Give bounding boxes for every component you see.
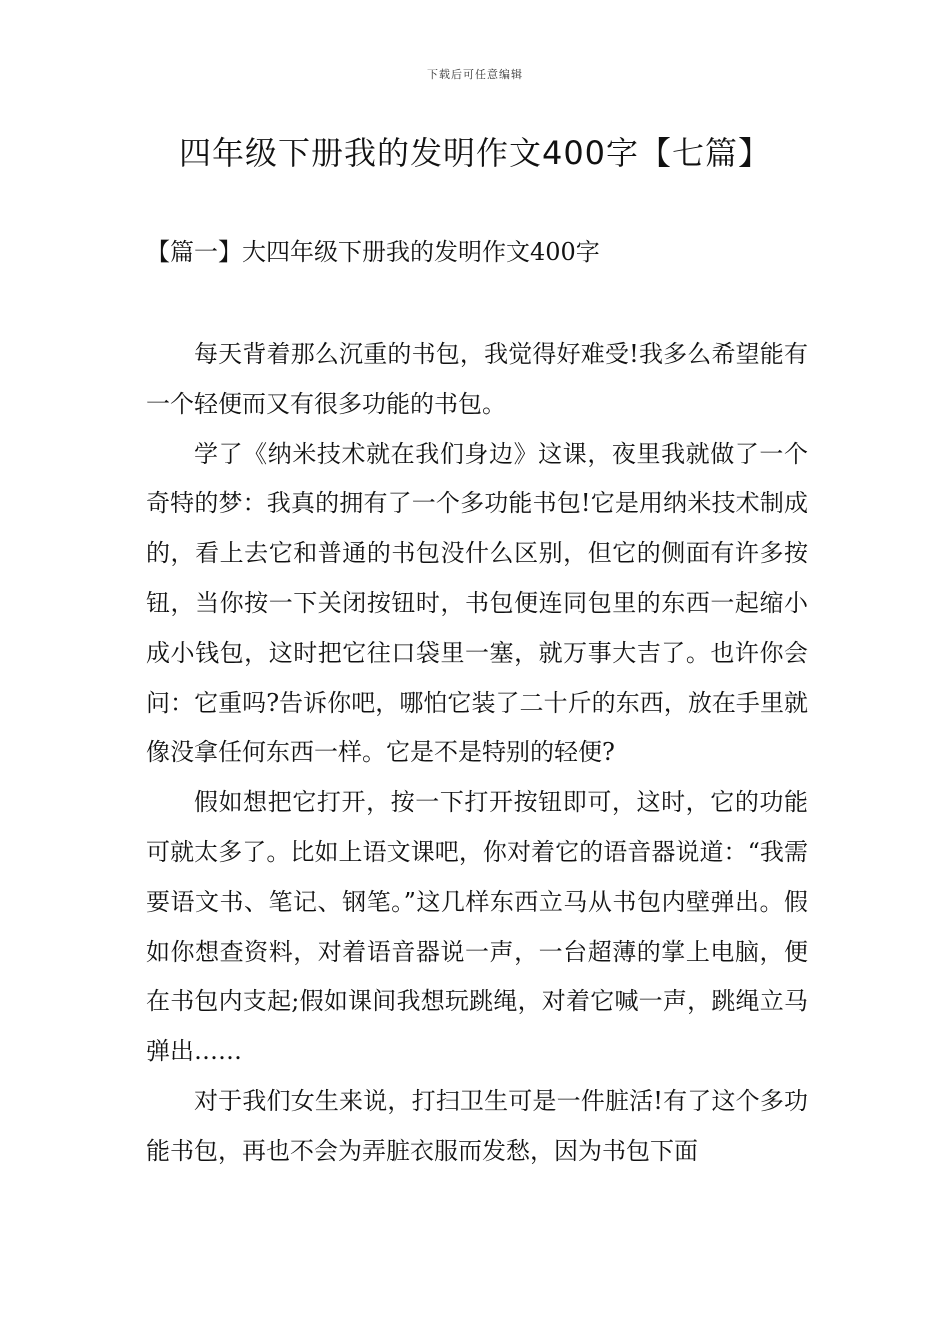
document-title: 四年级下册我的发明作文400字【七篇】 (178, 134, 772, 172)
paragraph: 假如想把它打开，按一下打开按钮即可，这时，它的功能可就太多了。比如上语文课吧，你对着它的语音器说道：“我需要语文书、笔记、钢笔。”这几样东西立马从书包内壁弹出。假如你想查资料，对着语音器说一声，一台超薄的掌上电脑，便在书包内支起;假如课间我想玩跳绳，对着它喊一声，跳绳立马弹出…… (146, 788, 808, 1066)
article-body (146, 330, 808, 1177)
paragraph: 学了《纳米技术就在我们身边》这课，夜里我就做了一个奇特的梦：我真的拥有了一个多功能书包!它是用纳米技术制成的，看上去它和普通的书包没什么区别，但它的侧面有许多按钮，当你按一下关闭按钮时，书包便连同包里的东西一起缩小成小钱包，这时把它往口袋里一塞，就万事大吉了。也许你会问：它重吗?告诉你吧，哪怕它装了二十斤的东西，放在手里就像没拿任何东西一样。它是不是特别的轻便? (146, 439, 808, 767)
paragraph: 对于我们女生来说，打扫卫生可是一件脏活!有了这个多功能书包，再也不会为弄脏衣服而发愁，因为书包下面 (146, 1086, 808, 1165)
section-heading: 【篇一】大四年级下册我的发明作文400字 (146, 238, 600, 266)
header-note: 下载后可任意编辑 (427, 68, 523, 81)
paragraph: 每天背着那么沉重的书包，我觉得好难受!我多么希望能有一个轻便而又有很多功能的书包。 (146, 340, 808, 418)
